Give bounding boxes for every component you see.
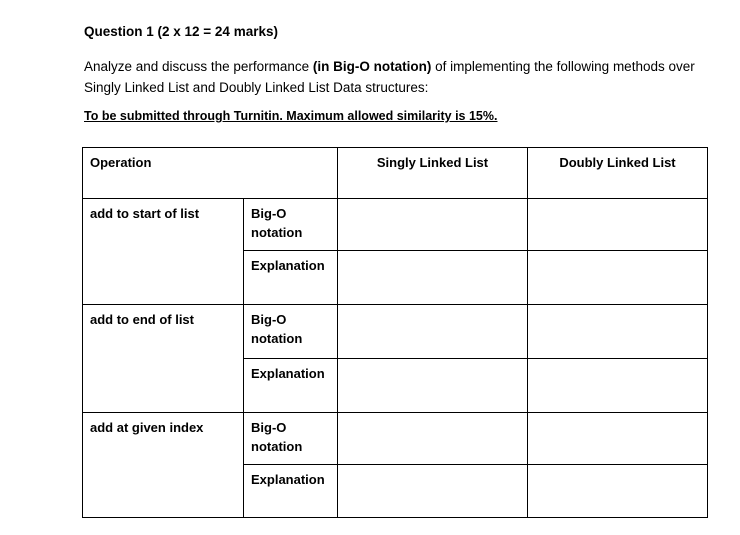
operation-cell xyxy=(83,413,244,518)
table-row xyxy=(83,413,708,465)
explanation-label-cell xyxy=(244,251,338,305)
question-description xyxy=(84,56,724,98)
answer-cell-doubly-explanation[interactable] xyxy=(528,251,708,305)
description-text-bold: (in Big-O notation) xyxy=(312,59,432,74)
explanation-label: Explanation xyxy=(251,472,325,487)
explanation-label: Explanation xyxy=(251,366,325,381)
answer-cell-doubly-explanation[interactable] xyxy=(528,359,708,413)
operation-cell xyxy=(83,199,244,305)
description-text-start: Analyze and discuss the performance xyxy=(84,59,313,74)
answer-cell-doubly-bigo[interactable] xyxy=(528,413,708,465)
description-text-end: of implementing the following methods over Singly Linked List and Doubly Linked List Data structures: xyxy=(84,59,695,95)
bigo-label-cell xyxy=(244,413,338,465)
question-title: Question 1 (2 x 12 = 24 marks) xyxy=(84,24,278,39)
operation-cell xyxy=(83,305,244,413)
answer-cell-doubly-bigo[interactable] xyxy=(528,199,708,251)
operation-label: add to end of list xyxy=(90,312,194,327)
table-header-row xyxy=(83,148,708,199)
bigo-label: Big-O notation xyxy=(251,420,303,454)
answer-cell-doubly-bigo[interactable] xyxy=(528,305,708,359)
bigo-label-cell xyxy=(244,199,338,251)
header-doubly-linked-list xyxy=(528,148,708,199)
operation-label: add at given index xyxy=(90,420,204,435)
answer-cell-singly-explanation[interactable] xyxy=(338,465,528,518)
bigo-label: Big-O notation xyxy=(251,206,303,240)
header-operation xyxy=(83,148,338,199)
explanation-label-cell xyxy=(244,465,338,518)
operations-table xyxy=(82,147,708,518)
answer-cell-singly-bigo[interactable] xyxy=(338,305,528,359)
operation-label: add to start of list xyxy=(90,206,200,221)
explanation-label: Explanation xyxy=(251,258,325,273)
bigo-label: Big-O notation xyxy=(251,312,303,346)
header-operation-label: Operation xyxy=(90,155,152,170)
answer-cell-singly-explanation[interactable] xyxy=(338,251,528,305)
answer-cell-doubly-explanation[interactable] xyxy=(528,465,708,518)
explanation-label-cell xyxy=(244,359,338,413)
header-singly-linked-list xyxy=(338,148,528,199)
submission-note: To be submitted through Turnitin. Maximum allowed similarity is 15%. xyxy=(84,109,498,123)
answer-cell-singly-explanation[interactable] xyxy=(338,359,528,413)
bigo-label-cell xyxy=(244,305,338,359)
header-singly-label: Singly Linked List xyxy=(376,155,489,170)
answer-cell-singly-bigo[interactable] xyxy=(338,413,528,465)
table-row xyxy=(83,199,708,251)
header-doubly-label: Doubly Linked List xyxy=(559,155,676,170)
table-row xyxy=(83,305,708,359)
answer-cell-singly-bigo[interactable] xyxy=(338,199,528,251)
